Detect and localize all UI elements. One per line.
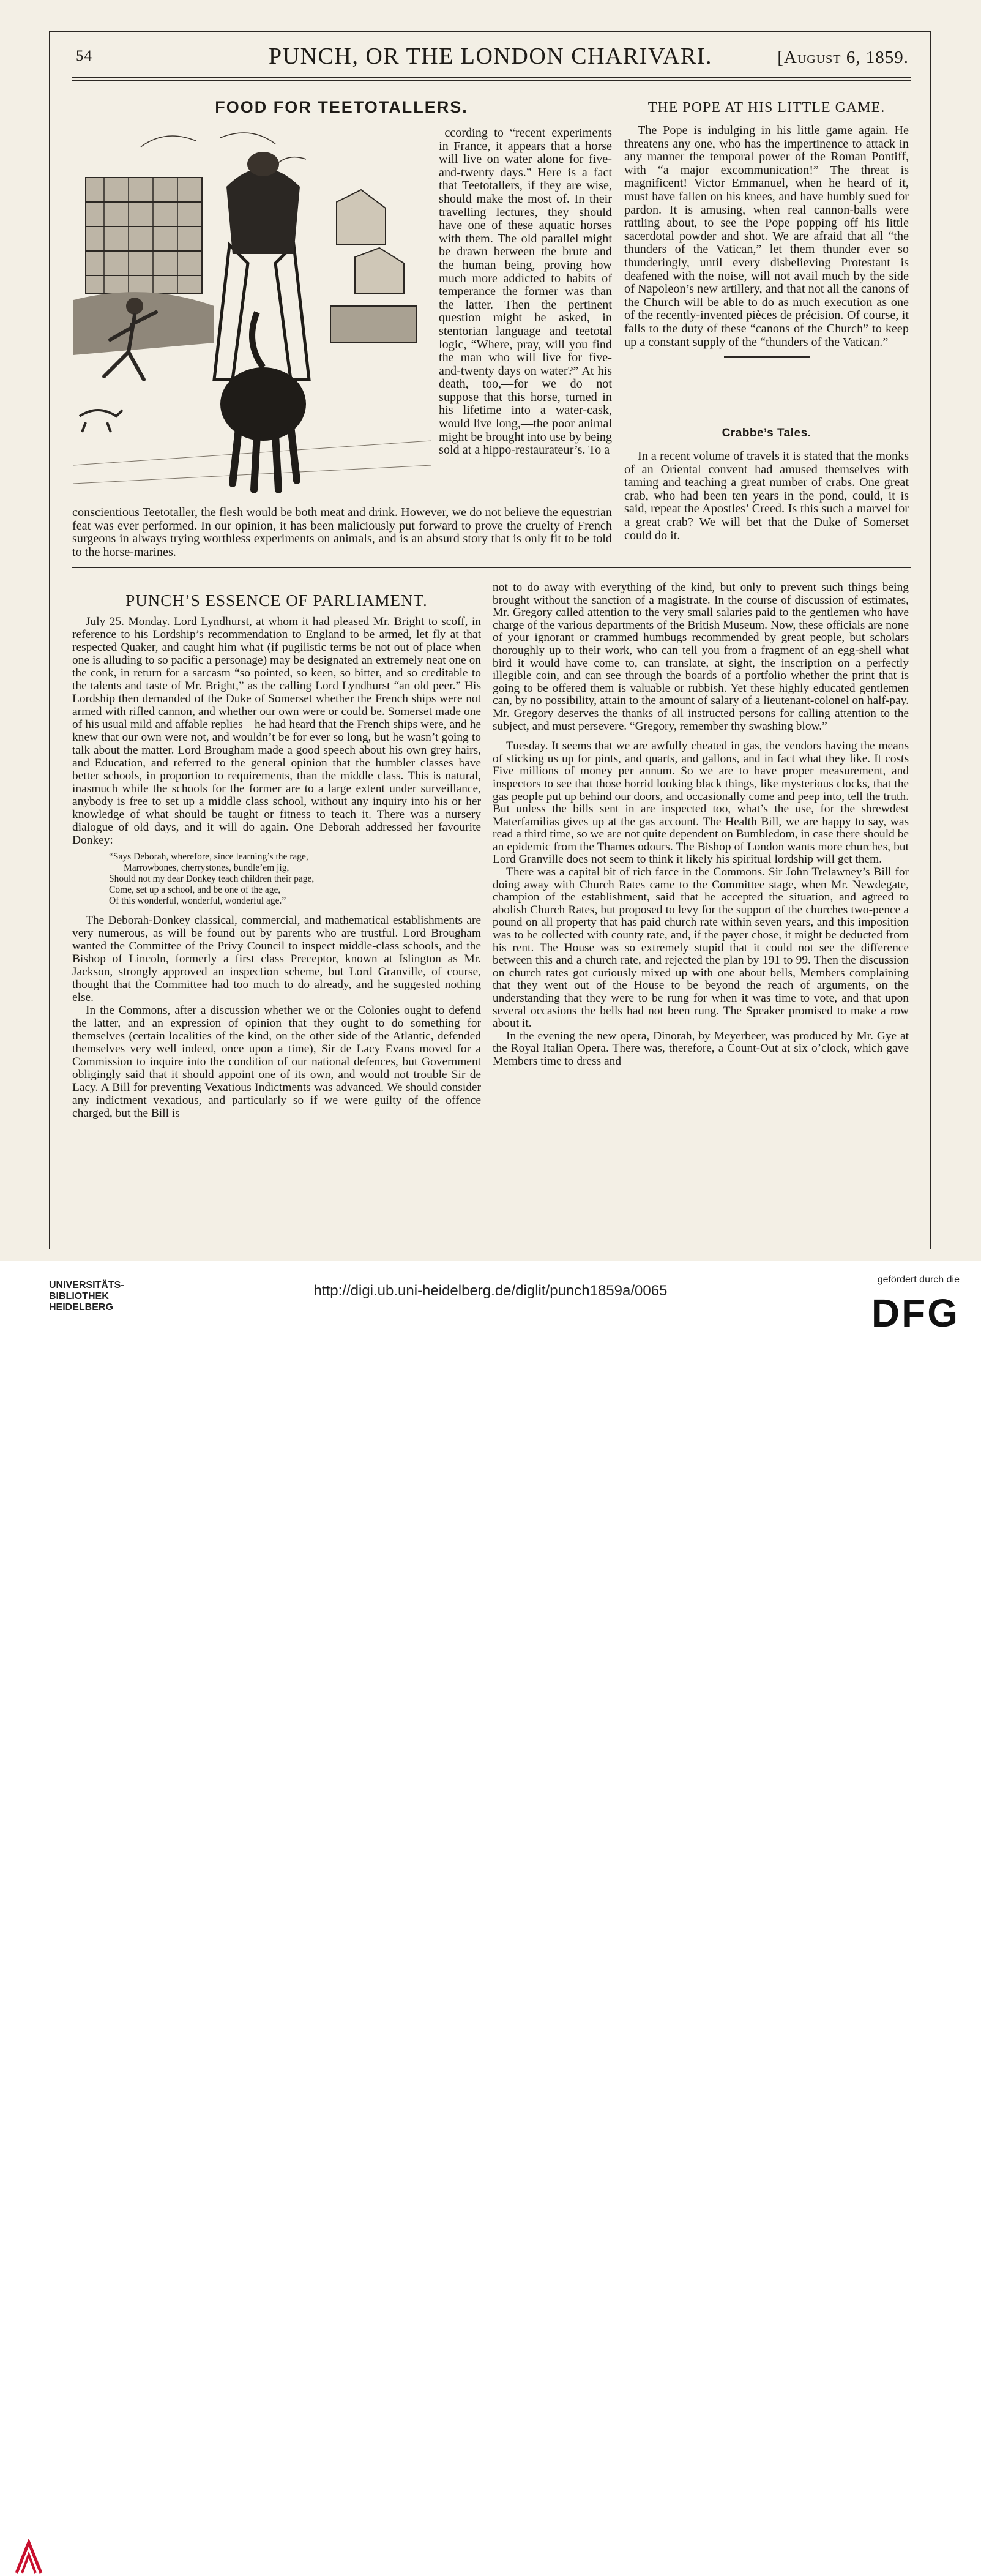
- funding-label: gefördert durch die: [877, 1275, 960, 1285]
- left-border-rule: [49, 31, 50, 1249]
- verse-line: Of this wonderful, wonderful, wonderful age.”: [109, 896, 286, 906]
- article-title-food: FOOD FOR TEETOTALLERS.: [215, 98, 468, 116]
- food-text-2: conscientious Teetotaller, the flesh would be both meat and drink. However, we do not believe the equestrian feat was ever performed. In our opinion, it has been maliciously put forward to prove the cruelty of French surgeons in always trying worthless experiments on animals, and is an absurd story that is only fit to be told to the horse-marines.: [72, 506, 612, 559]
- essence-para-7: In the evening the new opera, Dinorah, by Meyerbeer, was produced by Mr. Gye at the Royal Italian Opera. There was, therefore, a Count-Out at six o’clock, which gave Members time to dress and: [493, 1029, 909, 1068]
- page-number: 54: [76, 48, 92, 64]
- article-body-food-part2: [72, 506, 612, 559]
- issue-date: [777, 48, 909, 68]
- crabbe-text: In a recent volume of travels it is stated that the monks of an Oriental convent had amused themselves with taming and teaching a great number of crabs. One great crab, who had been ten years in the pond, could, it is said, repeat the Apostles’ Creed. Is this such a marvel for a great crab? We will bet that the Duke of Somerset could do it.: [624, 449, 909, 542]
- library-logo-icon: [13, 2539, 44, 2576]
- essence-para-5: Tuesday. It seems that we are awfully cheated in gas, the vendors having the means of sticking us up for pints, and quarts, and gallons, and in fact what they like. It costs Five millions of money per annum. So we are to have proper measurement, and inspectors to see that those horrid looking black things, like mysterious clocks, that the gas people put up behind our doors, and occasionally come and peep into, tell the truth. But unless the bills sent in are inspected too, what’s the use, for the shrewdest Materfamilias gives up at the gas account. The Health Bill, we are happy to say, was read a third time, so we are not quite dependent on Bumbledom, in case there should be an epidemic from the Thames odours. The Bishop of London wants more churches, but Lord Granville does not seem to think it likely his spiritual lordship will get them.: [493, 739, 909, 866]
- essence-para-3: In the Commons, after a discussion whether we or the Colonies ought to defend the latter, and an expression of opinion that they ought to do something for themselves (certain localities of the kind, on the other side of the Atlantic, defended themselves very well indeed, once upon a time), Sir de Lacy Evans moved for a Commission to inquire into the condition of our national defences, but Government obligingly said that it should appoint one of its own, and would not trouble Sir de Lacy. A Bill for preventing Vexatious Indictments was advanced. We should consider any indictment vexatious, and particularly so if we were guilty of the offence charged, but the Bill is: [72, 1004, 481, 1120]
- essence-para-6: There was a capital bit of rich farce in the Commons. Sir John Trelawney’s Bill for doing away with Church Rates came to the Committee stage, when Mr. Newdegate, champion of the establishment, said that he accepted the situation, and agreed to abolish Church Rates, but proposed to levy for the support of the churches two-pence a pound on all property that has paid church rate within seven years, and this imposition was to be collected with county rate, and, if the payer chose, it might be deducted from his rent. The House was so extremely stupid that it could not see the difference between this and a church rate, and rejected the plan by 191 to 99. Then the discussion on church rates got curiously mixed up with one about bells, Members complaining that they went out of the House to be beyond the reach of arguments, on the understanding that they were to be rung for when it was time to vote, and that upon several occasions the bells had not been rung. The Speaker promised to make a row about it.: [493, 866, 909, 1030]
- issue-date-text: [August 6, 1859.: [777, 48, 909, 67]
- article-body-pope: [624, 124, 909, 365]
- pope-text: The Pope is indulging in his little game again. He threatens any one, who has the impertinence to attack in any manner the temporal power of the Roman Pontiff, with “a major excommunication!” The threat is magnificent! Victor Emmanuel, when he heard of it, must have fallen on his knees, and have humbly sued for pardon. It is amusing, when real cannon-balls were rattling about, to see the Pope popping off his little sacerdotal powder and shot. We are afraid that all “the thunders of the Vatican,” let them thunder ever so thunderingly, until every disbelieving Protestant is deafened with the noise, will not avail much by the side of Napoleon’s new artillery, and that not all the canons of the Church will be able to do as much execution as one of the recently-invented pièces de précision. Of course, it falls to the duty of these “canons of the Church” to keep up a constant supply of the “thunders of the Vatican.”: [624, 124, 909, 349]
- verse-line: Marrowbones, cherrystones, bundle’em jig,: [124, 863, 289, 873]
- cartoon-illustration: [73, 122, 431, 499]
- essence-column-right: [493, 582, 909, 1068]
- footer-bar: [0, 1261, 981, 1348]
- top-border-rule: [49, 31, 930, 32]
- food-text-1: ccording to “recent experiments in France, it appears that a horse will live on water alone for five-and-twenty days.” Here is a fact that Teetotallers, if they are wise, should make the most of. In their travelling lectures, they should have one of these aquatic horses with them. The old parallel might be drawn between the brute and the human being, proving how much more addicted to habits of temperance the former was than the latter. Then the pertinent question might be asked, in stentorian language and teetotal logic, “Where, pray, will you find the man who will live for five-and-twenty days on water?” At his death, too,—for we do not suppose that this horse, turned in his lifetime into a water-cask, would live long,—the poor animal might be brought into use by being sold at a hippo-restaurateur’s. To a: [439, 126, 612, 457]
- running-title: PUNCH, OR THE LONDON CHARIVARI.: [269, 43, 712, 69]
- article-title-pope: THE POPE AT HIS LITTLE GAME.: [647, 100, 886, 116]
- article-title-essence: PUNCH’S ESSENCE OF PARLIAMENT.: [125, 591, 428, 610]
- article-body-crabbe: [624, 450, 909, 542]
- article-body-food-part1: [439, 127, 612, 457]
- right-border-rule: [930, 31, 931, 1249]
- verse-line: Should not my dear Donkey teach children their page,: [109, 874, 315, 884]
- nursery-verse: [72, 852, 481, 907]
- essence-column-left: [72, 615, 481, 1120]
- section-rule: [72, 567, 911, 568]
- dfg-logo: DFG: [871, 1291, 960, 1335]
- section-divider-short: [724, 356, 810, 358]
- essence-para-1: July 25. Monday. Lord Lyndhurst, at whom it had pleased Mr. Bright to scoff, in reference to his Lordship’s recommendation to England to be armed, let fly at that respected Quaker, and caught him what (if pugilistic terms be not out of place when one is alluding to so pacific a personage) may be designated an extremely neat one on the conk, in return for a sarcasm “so pointed, so keen, so bitter, and so creditable to the talents and taste of Mr. Bright,” as the calling Lord Lyndhurst “an old peer.” His Lordship then demanded of the Duke of Somerset whether the French ships were not armed with rifled cannon, and whether our own were or could be. Somerset made one of his usual mild and affable replies—he had heard that the French ships were, and he knew that our own were not, and wouldn’t be for ever so long, but he wasn’t going to talk about the matter. Lord Brougham made a good speech about his own grey hairs, and Education, and referred to the general opinion that the humbler classes have better schools, in proportion to requirements, than the middle class. This is natural, inasmuch while the schools for the former are to a large extent under surveillance, anybody is free to set up a middle class school, without any inquiry into his or her knowledge of what should be taught or fitness to teach it. There was a nursery dialogue of old days, and it will do again. One Deborah addressed her favourite Donkey:—: [72, 615, 481, 847]
- article-title-crabbe: Crabbe’s Tales.: [722, 427, 811, 440]
- permalink-url[interactable]: http://digi.ub.uni-heidelberg.de/diglit/punch1859a/0065: [313, 1282, 668, 1299]
- verse-line: “Says Deborah, wherefore, since learning’s the rage,: [109, 852, 308, 862]
- newspaper-page: [0, 0, 981, 1261]
- verse-line: Come, set up a school, and be one of the age,: [109, 885, 281, 895]
- library-name: UNIVERSITÄTS- BIBLIOTHEK HEIDELBERG: [49, 1280, 124, 1312]
- essence-para-2: The Deborah-Donkey classical, commercial, and mathematical establishments are very numerous, as will be found out by parents who are trustful. Lord Brougham wanted the Committee of the Privy Council to inspect middle-class schools, and the Bishop of Lincoln, formerly a first class Preceptor, known at Islington as Mr. Jackson, strongly approved an inspection scheme, but Lord Granville, of course, thought that the Committee had too much to do already, and he suggested nothing else.: [72, 914, 481, 1004]
- essence-para-4: not to do away with everything of the kind, but only to prevent such things being brought without the sanction of a magistrate. In the course of discussion of estimates, Mr. Gregory called attention to the very small salaries paid to the gentlemen who have charge of the various departments of the British Museum. Now, these officials are none of your ignorant or crammed humbugs recommended by great people, but scholars thoroughly up to their work, who can tell you from a fragment of an egg-shell what bird it would have come to, can translate, at sight, the inscription on a perfectly illegible coin, and can see through the boards of a portfolio whether the print that is going to be offered them is valuable or rubbish. Yet these highly educated gentlemen can, by no possibility, attain to the amount of salary of a lieutenant-colonel on half-pay. Mr. Gregory deserves the thanks of all instructed persons for calling attention to the subject, and must persevere. “Gregory, remember thy swashing blow.”: [493, 581, 909, 733]
- masthead-rule: [72, 77, 911, 78]
- masthead-rule-thin: [72, 80, 911, 81]
